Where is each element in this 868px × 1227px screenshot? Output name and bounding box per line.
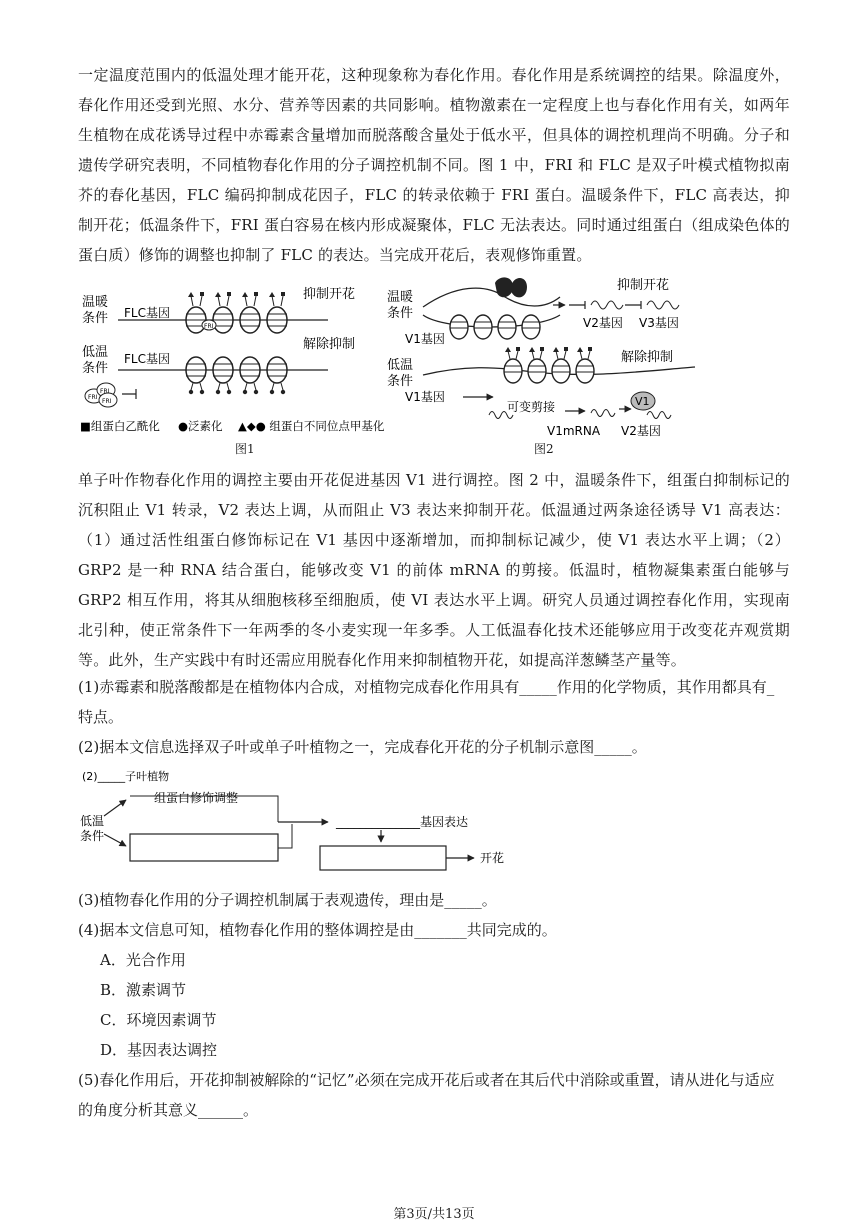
scheme-header: (2)_____子叶植物: [82, 770, 170, 783]
page-footer: 第3页/共13页: [393, 1207, 475, 1222]
scheme-flower-label: 开花: [480, 851, 505, 865]
fig1-legend-acetyl: ■组蛋白乙酰化: [80, 419, 160, 433]
scheme-cold-label-1: 低温: [80, 814, 105, 828]
scheme-blank-box-right: [320, 846, 446, 870]
fig2-warm-label-1: 温暖: [387, 290, 414, 305]
fig2-inhibit-label: 抑制开花: [617, 278, 670, 293]
scheme-gene-expr-label: ______________基因表达: [336, 815, 469, 829]
fig1-warm-label-2: 条件: [82, 311, 109, 326]
scheme-histone-label: 组蛋白修饰调整: [154, 791, 239, 805]
fig1-inhibit-label: 抑制开花: [303, 287, 356, 302]
question-1-line-1: (1)赤霉素和脱落酸都是在植物体内合成，对植物完成春化作用具有_____作用的化学物质，其作用都具有_: [78, 678, 775, 696]
option-c: C．环境因素调节: [100, 1011, 217, 1029]
question-5-line-2: 的角度分析其意义______。: [78, 1101, 259, 1119]
fig2-v2-gene-label-top: V2基因: [583, 316, 623, 330]
fig2-nucleosomes-cold: [504, 347, 594, 383]
fig1-legend-ubiq: ●泛素化: [178, 419, 223, 433]
svg-text:FRI: FRI: [100, 388, 110, 395]
figure-1: [78, 278, 408, 438]
nucleosomes-cold: [186, 357, 287, 394]
scheme-blank-box-left: [130, 834, 278, 861]
passage-paragraph-1: 一定温度范围内的低温处理才能开花，这种现象称为春化作用。春化作用是系统调控的结果。除温度外，春化作用还受到光照、水分、营养等因素的共同影响。植物激素在一定程度上也与春化作用有关，如两年生植物在成花诱导过程中赤霉素含量增加而脱落酸含量处于低水平，但具体的调控机理尚不明确。分子和遗传学研究表明，不同植物春化作用的分子调控机制不同。图 1 中，FRI 和 FLC 是双子叶模式植物拟南芥的春化基因，FLC 编码抑制成花因子，FLC 的转录依赖于 FRI 蛋白。温暖条件下，FLC 高表达，抑制开花；低温条件下，FRI 蛋白容易在核内形成凝聚体，FLC 无法表达。同时通过组蛋白（组成染色体的蛋白质）修饰的调整也抑制了 FLC 的表达。当完成开花后，表观修饰重置。: [78, 66, 790, 264]
fig2-v3-gene-label: V3基因: [639, 316, 679, 330]
figure-2: [385, 275, 705, 440]
fig2-cold-label-1: 低温: [387, 358, 414, 373]
fig2-caption: 图2: [534, 442, 554, 456]
svg-text:FRI: FRI: [102, 398, 112, 405]
question-2: (2)据本文信息选择双子叶或单子叶植物之一，完成春化开花的分子机制示意图_____。: [78, 738, 647, 756]
fig1-cold-label-1: 低温: [82, 345, 109, 360]
fig2-release-label: 解除抑制: [621, 350, 674, 365]
fig2-cold-label-2: 条件: [387, 374, 414, 389]
nucleosomes-warm: [186, 292, 287, 333]
svg-text:FRI: FRI: [204, 323, 214, 330]
option-a: A．光合作用: [100, 951, 186, 969]
scheme-figure: [78, 768, 538, 880]
fig1-cold-label-2: 条件: [82, 361, 109, 376]
fig2-v2-gene-label-bottom: V2基因: [621, 424, 661, 438]
svg-text:FRI: FRI: [88, 394, 98, 401]
option-d: D．基因表达调控: [100, 1041, 218, 1059]
fig2-v1-gene-label-top: V1基因: [405, 332, 445, 346]
passage-paragraph-2: 单子叶作物春化作用的调控主要由开花促进基因 V1 进行调控。图 2 中，温暖条件下，组蛋白抑制标记的沉积阻止 V1 转录，V2 表达上调，从而阻止 V3 表达来抑制开花。低温通过两条途径诱导 V1 高表达：（1）通过活性组蛋白修饰标记在 V1 基因中逐渐增加，而抑制标记减少，使 V1 表达水平上调；（2）GRP2 是一种 RNA 结合蛋白，能够改变 V1 的前体 mRNA 的剪接。低温时，植物凝集素蛋白能够与 GRP2 相互作用，将其从细胞核移至细胞质，使 VI 表达水平上调。研究人员通过调控春化作用，实现南北引种，使正常条件下一年两季的冬小麦实现一年多季。人工低温春化技术还能够应用于改变花卉观赏期等。此外，生产实践中有时还需应用脱春化作用来抑制植物开花，如提高洋葱鳞茎产量等。: [78, 471, 790, 669]
fig2-v1-gene-label-bottom: V1基因: [405, 390, 445, 404]
fig1-flc-gene-label-top: FLC基因: [124, 306, 170, 320]
scheme-cold-label-2: 条件: [80, 829, 105, 843]
fig1-flc-gene-label-bottom: FLC基因: [124, 352, 170, 366]
fig1-caption: 图1: [235, 442, 255, 456]
fig2-v1-label: V1: [635, 395, 650, 408]
question-1-line-2: 特点。: [78, 708, 124, 726]
fri-condensate: [85, 383, 136, 407]
fig2-v1mrna-label: V1mRNA: [547, 424, 601, 438]
question-4: (4)据本文信息可知，植物春化作用的整体调控是由_______共同完成的。: [78, 921, 557, 939]
fig1-legend-methyl: ▲◆● 组蛋白不同位点甲基化: [238, 419, 385, 433]
question-5-line-1: (5)春化作用后，开花抑制被解除的“记忆”必须在完成开花后或者在其后代中消除或重置，请从进化与适应: [78, 1071, 775, 1089]
fig2-splice-label: 可变剪接: [507, 400, 556, 414]
fig2-warm-label-2: 条件: [387, 306, 414, 321]
option-b: B．激素调节: [100, 981, 187, 999]
question-3: (3)植物春化作用的分子调控机制属于表观遗传，理由是_____。: [78, 891, 497, 909]
fig1-warm-label-1: 温暖: [82, 295, 109, 310]
fig1-release-label: 解除抑制: [303, 337, 356, 352]
